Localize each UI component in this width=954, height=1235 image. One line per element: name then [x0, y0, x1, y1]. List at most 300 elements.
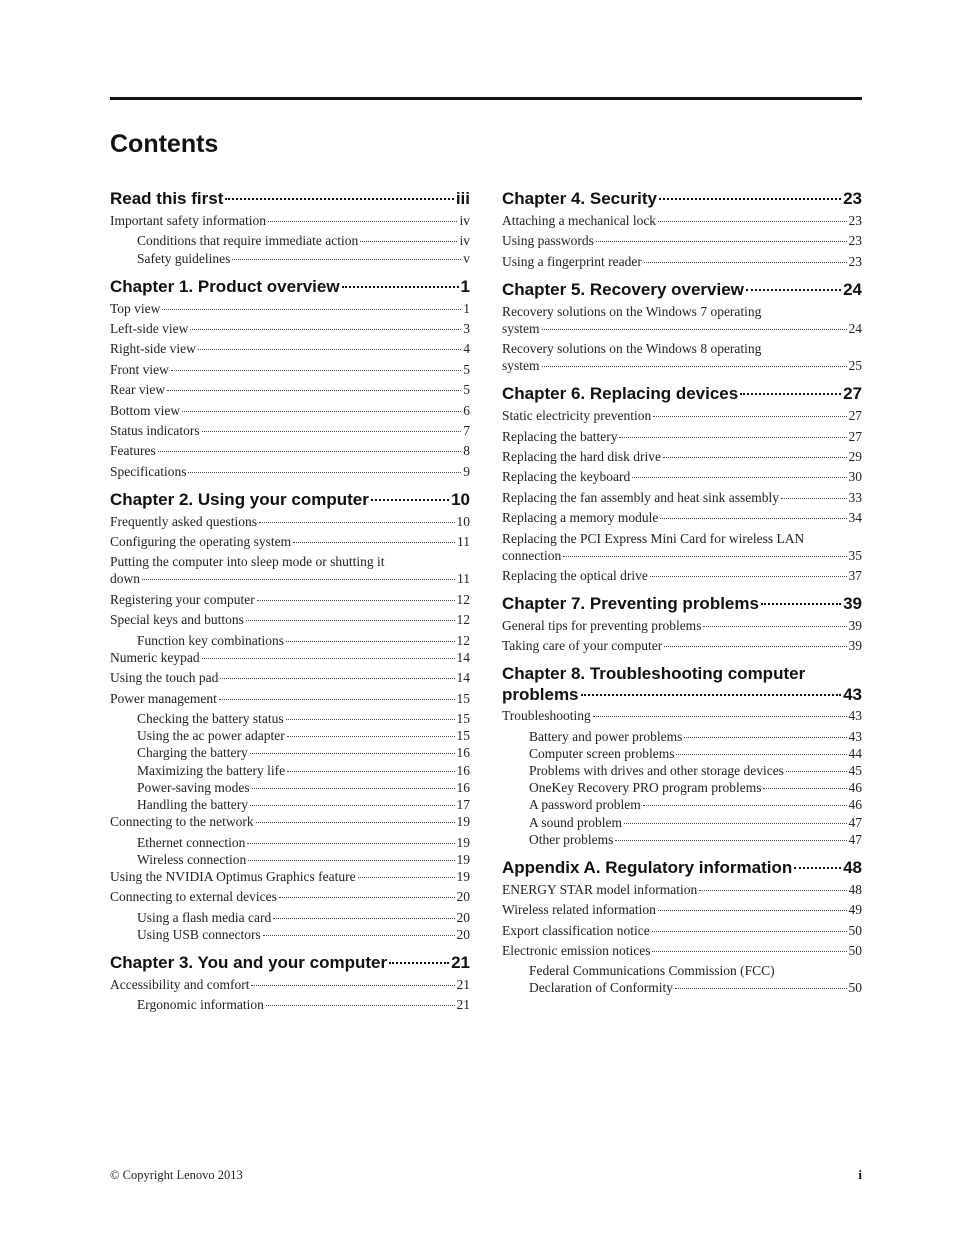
leader-dots	[293, 542, 455, 543]
toc-section	[502, 857, 862, 997]
entry-page-number: 9	[463, 463, 470, 479]
leader-dots	[389, 962, 449, 964]
entry-text: Replacing the battery	[502, 428, 618, 444]
entry-page-number: 39	[848, 638, 862, 654]
leader-dots	[615, 840, 846, 841]
entry-text: Replacing a memory module	[502, 510, 659, 526]
page-title: Contents	[110, 130, 219, 158]
entry-page-number: 20	[456, 909, 470, 925]
entry-text: Power management	[110, 690, 217, 706]
leader-dots	[287, 736, 455, 737]
entry-page-number: 35	[848, 547, 862, 563]
leader-dots	[652, 951, 846, 952]
toc-entry[interactable]	[110, 212, 470, 229]
section-heading[interactable]	[502, 188, 862, 210]
entry-text: Right-side view	[110, 341, 196, 357]
entry-page-number: 23	[848, 233, 862, 249]
entry-text: Taking care of your computer	[502, 638, 663, 654]
leader-dots	[659, 198, 841, 200]
entry-page-number: 34	[848, 510, 862, 526]
section-heading-text: Read this first	[110, 189, 224, 208]
toc-entry[interactable]	[110, 442, 470, 459]
toc-left-column	[110, 188, 470, 1022]
toc-section	[110, 188, 470, 267]
entry-page-number: 43	[848, 728, 862, 744]
entry-page-number: 14	[456, 649, 470, 665]
toc-entry[interactable]	[110, 976, 470, 993]
leader-dots	[250, 805, 455, 806]
entry-page-number: 50	[848, 942, 862, 958]
entry-text: Maximizing the battery life	[137, 762, 286, 778]
toc-entry[interactable]	[502, 881, 862, 898]
section-heading-text: Chapter 6. Replacing devices	[502, 384, 739, 404]
leader-dots	[263, 935, 455, 936]
entry-text: Problems with drives and other storage devices	[529, 763, 784, 779]
leader-dots	[763, 788, 846, 789]
entry-text: Conditions that require immediate action	[137, 233, 359, 249]
leader-dots	[202, 431, 462, 432]
leader-dots	[182, 411, 461, 412]
leader-dots	[740, 393, 841, 395]
leader-dots	[761, 603, 841, 605]
entry-text: Using USB connectors	[137, 926, 261, 942]
toc-entry[interactable]	[502, 428, 862, 445]
leader-dots	[256, 822, 455, 823]
entry-text-line1: Federal Communications Commission (FCC)	[529, 963, 775, 979]
leader-dots	[684, 737, 846, 738]
entry-text: down	[110, 571, 140, 587]
entry-page-number: 16	[456, 762, 470, 778]
toc-entry[interactable]	[502, 232, 862, 249]
toc-section	[502, 663, 862, 848]
leader-dots	[652, 931, 847, 932]
entry-page-number: 29	[848, 448, 862, 464]
toc-section	[502, 188, 862, 270]
toc-entry[interactable]	[110, 868, 470, 885]
entry-text: Using the touch pad	[110, 670, 219, 686]
toc-entry[interactable]	[110, 553, 470, 587]
entry-page-number: 5	[463, 361, 470, 377]
toc-entry[interactable]	[110, 813, 470, 830]
toc-entry[interactable]	[110, 690, 470, 707]
entry-page-number: 45	[848, 763, 862, 779]
toc-entry[interactable]	[110, 996, 470, 1013]
section-heading-text: Chapter 3. You and your computer	[110, 952, 388, 972]
leader-dots	[268, 221, 458, 222]
entry-page-number: 21	[456, 976, 470, 992]
leader-dots	[247, 843, 454, 844]
entry-text: Using the ac power adapter	[137, 728, 285, 744]
section-heading[interactable]	[110, 276, 470, 298]
entry-page-number: 39	[848, 617, 862, 633]
entry-page-number: 50	[848, 922, 862, 938]
entry-text: Safety guidelines	[137, 250, 231, 266]
toc-entry[interactable]	[110, 796, 470, 813]
toc-entry[interactable]	[110, 300, 470, 317]
entry-page-number: 27	[848, 408, 862, 424]
toc-section	[110, 489, 470, 943]
toc-entry[interactable]	[502, 942, 862, 959]
leader-dots	[644, 262, 847, 263]
leader-dots	[746, 289, 841, 291]
section-heading[interactable]	[110, 489, 470, 511]
entry-text: Replacing the keyboard	[502, 469, 631, 485]
section-heading[interactable]	[502, 593, 862, 615]
toc-entry[interactable]	[110, 463, 470, 480]
leader-dots	[162, 309, 461, 310]
leader-dots	[542, 329, 847, 330]
leader-dots	[158, 451, 462, 452]
toc-entry[interactable]	[502, 922, 862, 939]
toc-entry[interactable]	[110, 513, 470, 530]
toc-entry[interactable]	[110, 250, 470, 267]
toc-entry[interactable]	[110, 632, 470, 649]
entry-text: Features	[110, 443, 156, 459]
toc-entry[interactable]	[502, 762, 862, 779]
leader-dots	[675, 988, 847, 989]
entry-text: Using a flash media card	[137, 909, 272, 925]
leader-dots	[266, 1005, 455, 1006]
entry-page-number: 12	[456, 632, 470, 648]
leader-dots	[219, 699, 455, 700]
leader-dots	[660, 518, 846, 519]
toc-entry[interactable]	[502, 253, 862, 270]
leader-dots	[259, 522, 455, 523]
entry-text-line1: Putting the computer into sleep mode or shutting it	[110, 554, 385, 570]
toc-entry[interactable]	[502, 637, 862, 654]
section-heading[interactable]	[502, 663, 862, 705]
entry-text: Replacing the fan assembly and heat sink assembly	[502, 489, 780, 505]
entry-text: Troubleshooting	[502, 708, 591, 724]
toc-entry[interactable]	[502, 509, 862, 526]
entry-page-number: 19	[456, 868, 470, 884]
toc-entry[interactable]	[502, 831, 862, 848]
toc-entry[interactable]	[110, 422, 470, 439]
toc-entry[interactable]	[110, 762, 470, 779]
toc-entry[interactable]	[502, 530, 862, 564]
entry-page-number: 20	[456, 889, 470, 905]
toc-entry[interactable]	[502, 212, 862, 229]
leader-dots	[596, 241, 847, 242]
leader-dots	[658, 221, 846, 222]
entry-text: Left-side view	[110, 320, 189, 336]
section-heading[interactable]	[502, 279, 862, 301]
toc-entry[interactable]	[502, 962, 862, 996]
leader-dots	[781, 498, 846, 499]
toc-entry[interactable]	[110, 649, 470, 666]
leader-dots	[220, 678, 454, 679]
leader-dots	[699, 890, 846, 891]
toc-entry[interactable]	[502, 448, 862, 465]
toc-right-column	[502, 188, 862, 1005]
entry-text: General tips for preventing problems	[502, 617, 702, 633]
leader-dots	[593, 716, 847, 717]
entry-text: Wireless related information	[502, 902, 656, 918]
entry-text: Specifications	[110, 463, 187, 479]
section-page-number: 48	[843, 857, 862, 877]
entry-text: Ethernet connection	[137, 834, 246, 850]
toc-entry[interactable]	[110, 402, 470, 419]
entry-page-number: 49	[848, 902, 862, 918]
entry-text: Special keys and buttons	[110, 612, 244, 628]
toc-entry[interactable]	[110, 888, 470, 905]
toc-entry[interactable]	[110, 611, 470, 628]
entry-text: Accessibility and comfort	[110, 976, 250, 992]
toc-entry[interactable]	[502, 779, 862, 796]
toc-entry[interactable]	[502, 814, 862, 831]
leader-dots	[248, 860, 454, 861]
entry-text: Computer screen problems	[529, 745, 675, 761]
entry-text: Front view	[110, 361, 169, 377]
entry-page-number: 23	[848, 253, 862, 269]
leader-dots	[658, 910, 847, 911]
toc-entry[interactable]	[502, 617, 862, 634]
entry-page-number: iv	[459, 213, 470, 228]
toc-entry[interactable]	[502, 745, 862, 762]
entry-page-number: 6	[463, 402, 470, 418]
toc-entry[interactable]	[110, 834, 470, 851]
toc-entry[interactable]	[502, 303, 862, 337]
section-page-number: 43	[843, 685, 862, 705]
entry-page-number: 5	[463, 382, 470, 398]
entry-page-number: 44	[848, 745, 862, 761]
leader-dots	[198, 349, 461, 350]
entry-page-number: 19	[456, 834, 470, 850]
section-heading[interactable]	[110, 188, 470, 210]
toc-section	[502, 593, 862, 654]
entry-text: system	[502, 358, 540, 374]
entry-text: Ergonomic information	[137, 997, 264, 1013]
entry-page-number: 50	[848, 980, 862, 996]
toc-entry[interactable]	[110, 779, 470, 796]
entry-text: Important safety information	[110, 213, 266, 228]
entry-text: Top view	[110, 300, 161, 316]
entry-text: A password problem	[529, 797, 641, 813]
toc-entry[interactable]	[110, 361, 470, 378]
entry-page-number: 37	[848, 567, 862, 583]
entry-text: Battery and power problems	[529, 728, 683, 744]
entry-text: Declaration of Conformity	[529, 980, 673, 996]
toc-entry[interactable]	[502, 340, 862, 374]
entry-text: Power-saving modes	[137, 779, 250, 795]
leader-dots	[252, 788, 455, 789]
entry-page-number: 21	[456, 997, 470, 1013]
entry-page-number: 8	[463, 443, 470, 459]
section-heading[interactable]	[502, 857, 862, 879]
section-page-number: 1	[460, 276, 470, 296]
entry-text-line1: Recovery solutions on the Windows 7 operating	[502, 303, 762, 319]
entry-page-number: 23	[848, 213, 862, 228]
entry-page-number: iv	[459, 233, 470, 249]
entry-text: Using a fingerprint reader	[502, 253, 642, 269]
entry-text: Checking the battery status	[137, 711, 284, 727]
copyright-notice: © Copyright Lenovo 2013	[110, 1168, 243, 1182]
entry-text: Electronic emission notices	[502, 942, 651, 958]
entry-text: Export classification notice	[502, 922, 650, 938]
entry-page-number: 11	[457, 534, 470, 550]
leader-dots	[563, 556, 846, 557]
toc-entry[interactable]	[110, 232, 470, 249]
entry-text: Replacing the optical drive	[502, 567, 648, 583]
page-number: i	[858, 1167, 862, 1182]
toc-entry[interactable]	[502, 707, 862, 724]
leader-dots	[202, 658, 455, 659]
toc-entry[interactable]	[110, 926, 470, 943]
entry-page-number: 12	[456, 591, 470, 607]
toc-entry[interactable]	[502, 567, 862, 584]
section-heading-text: Appendix A. Regulatory information	[502, 857, 793, 877]
entry-text: OneKey Recovery PRO program problems	[529, 780, 762, 796]
entry-text-line1: Recovery solutions on the Windows 8 operating	[502, 341, 762, 357]
entry-page-number: 19	[456, 814, 470, 830]
entry-page-number: 33	[848, 489, 862, 505]
leader-dots	[371, 499, 449, 501]
section-heading[interactable]	[502, 383, 862, 405]
leader-dots	[581, 694, 842, 696]
leader-dots	[619, 437, 846, 438]
section-heading-text: Chapter 7. Preventing problems	[502, 593, 759, 613]
entry-page-number: 4	[463, 341, 470, 357]
toc-entry[interactable]	[110, 710, 470, 727]
entry-page-number: 17	[456, 796, 470, 812]
entry-text: Attaching a mechanical lock	[502, 213, 657, 228]
toc-entry[interactable]	[110, 320, 470, 337]
leader-dots	[287, 771, 454, 772]
leader-dots	[251, 985, 454, 986]
entry-text: Using passwords	[502, 233, 594, 249]
leader-dots	[273, 918, 454, 919]
toc-entry[interactable]	[110, 744, 470, 761]
toc-entry[interactable]	[110, 381, 470, 398]
toc-entry[interactable]	[502, 901, 862, 918]
entry-page-number: 16	[456, 745, 470, 761]
entry-text: Frequently asked questions	[110, 513, 257, 529]
entry-text: Replacing the hard disk drive	[502, 448, 661, 464]
leader-dots	[342, 286, 459, 288]
toc-entry[interactable]	[110, 727, 470, 744]
toc-entry[interactable]	[110, 340, 470, 357]
entry-text: Static electricity prevention	[502, 408, 652, 424]
section-page-number: 24	[843, 279, 862, 299]
leader-dots	[279, 897, 455, 898]
leader-dots	[142, 579, 455, 580]
entry-text: Bottom view	[110, 402, 181, 418]
section-heading-text: Chapter 5. Recovery overview	[502, 279, 744, 299]
entry-text: A sound problem	[529, 814, 622, 830]
toc-entry[interactable]	[502, 407, 862, 424]
entry-text: Status indicators	[110, 422, 200, 438]
toc-entry[interactable]	[502, 796, 862, 813]
section-page-number: 27	[843, 384, 862, 404]
entry-page-number: 12	[456, 612, 470, 628]
leader-dots	[188, 472, 461, 473]
entry-page-number: 46	[848, 780, 862, 796]
toc-entry[interactable]	[502, 468, 862, 485]
entry-text: connection	[502, 547, 562, 563]
leader-dots	[190, 329, 461, 330]
section-heading-text: Chapter 2. Using your computer	[110, 489, 369, 509]
toc-entry[interactable]	[502, 489, 862, 506]
section-heading-text: Chapter 4. Security	[502, 189, 657, 208]
section-page-number: 10	[451, 489, 470, 509]
section-page-number: 39	[843, 593, 862, 613]
entry-text: Handling the battery	[137, 796, 248, 812]
entry-text: system	[502, 320, 540, 336]
leader-dots	[246, 620, 455, 621]
leader-dots	[794, 867, 841, 869]
entry-text: Using the NVIDIA Optimus Graphics feature	[110, 868, 356, 884]
entry-page-number: v	[463, 250, 470, 266]
entry-text: Other problems	[529, 831, 614, 847]
entry-page-number: 16	[456, 779, 470, 795]
leader-dots	[225, 198, 453, 200]
leader-dots	[358, 877, 455, 878]
entry-page-number: 3	[463, 320, 470, 336]
leader-dots	[286, 719, 455, 720]
entry-page-number: 19	[456, 851, 470, 867]
entry-page-number: 25	[848, 358, 862, 374]
entry-text-line1: Replacing the PCI Express Mini Card for wireless LAN	[502, 530, 805, 546]
toc-entry[interactable]	[502, 728, 862, 745]
entry-text: Charging the battery	[137, 745, 248, 761]
entry-page-number: 46	[848, 797, 862, 813]
entry-page-number: 1	[463, 300, 470, 316]
entry-text: Rear view	[110, 382, 166, 398]
entry-text: Wireless connection	[137, 851, 247, 867]
toc-entry[interactable]	[110, 909, 470, 926]
entry-page-number: 43	[848, 708, 862, 724]
toc-entry[interactable]	[110, 669, 470, 686]
top-rule	[110, 97, 862, 100]
toc-entry[interactable]	[110, 533, 470, 550]
toc-section	[502, 383, 862, 584]
leader-dots	[664, 646, 846, 647]
leader-dots	[653, 416, 846, 417]
entry-text: ENERGY STAR model information	[502, 881, 698, 897]
leader-dots	[643, 805, 847, 806]
section-page-number: 23	[843, 189, 862, 208]
section-heading-text: problems	[502, 685, 579, 705]
entry-text: Configuring the operating system	[110, 534, 292, 550]
entry-text: Function key combinations	[137, 632, 284, 648]
leader-dots	[542, 366, 847, 367]
entry-page-number: 47	[848, 814, 862, 830]
leader-dots	[624, 823, 847, 824]
entry-page-number: 15	[456, 711, 470, 727]
toc-section	[110, 276, 470, 480]
section-heading-text: Chapter 1. Product overview	[110, 276, 340, 296]
section-page-number: 21	[451, 952, 470, 972]
entry-page-number: 47	[848, 831, 862, 847]
toc-entry[interactable]	[110, 591, 470, 608]
entry-page-number: 30	[848, 469, 862, 485]
leader-dots	[650, 576, 847, 577]
section-heading[interactable]	[110, 952, 470, 974]
entry-page-number: 15	[456, 690, 470, 706]
entry-page-number: 14	[456, 670, 470, 686]
entry-page-number: 15	[456, 728, 470, 744]
leader-dots	[167, 390, 461, 391]
entry-page-number: 48	[848, 881, 862, 897]
leader-dots	[663, 457, 847, 458]
toc-section	[502, 279, 862, 374]
section-heading-line1: Chapter 8. Troubleshooting computer	[502, 664, 806, 684]
leader-dots	[676, 754, 846, 755]
entry-page-number: 7	[463, 422, 470, 438]
leader-dots	[632, 477, 846, 478]
entry-text: Connecting to the network	[110, 814, 254, 830]
toc-entry[interactable]	[110, 851, 470, 868]
